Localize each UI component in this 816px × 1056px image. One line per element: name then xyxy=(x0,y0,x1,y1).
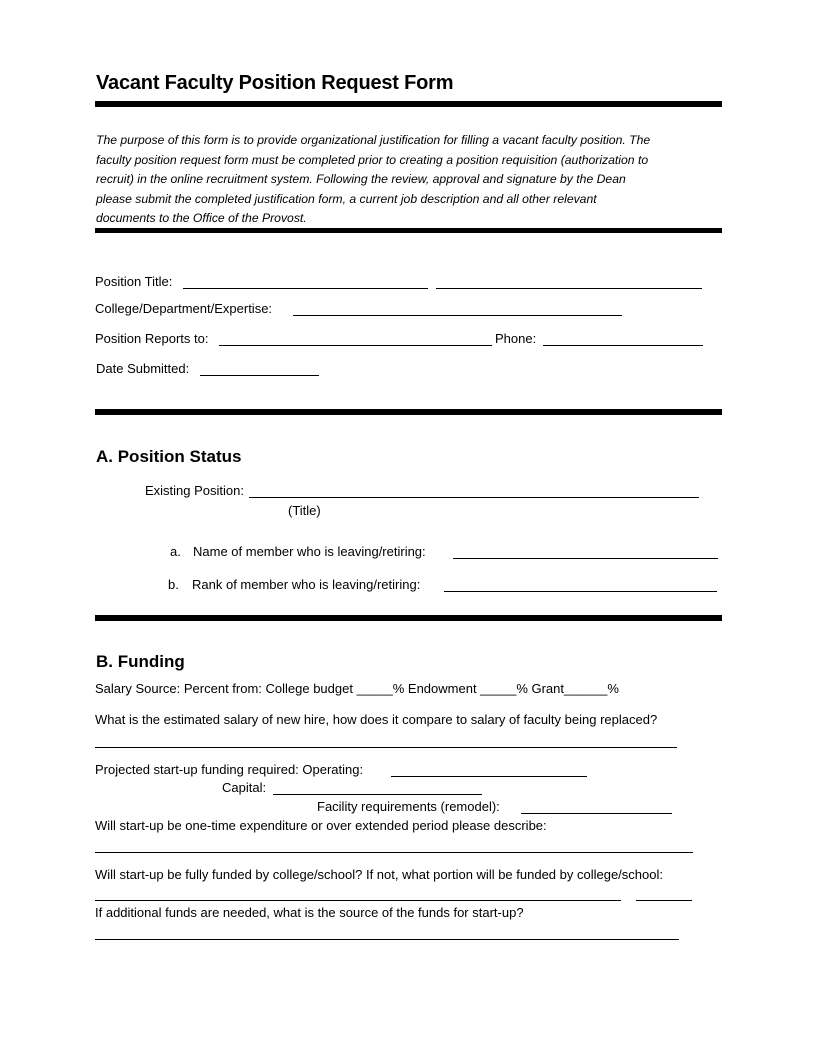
intro-line: documents to the Office of the Provost. xyxy=(96,211,307,225)
intro-line: The purpose of this form is to provide organizational justification for filling a vacant faculty position. The xyxy=(96,133,651,147)
onetime-question: Will start-up be one-time expenditure or over extended period please describe: xyxy=(95,818,547,833)
phone-label: Phone: xyxy=(495,331,537,346)
item-b-label: Rank of member who is leaving/retiring: xyxy=(192,577,421,592)
position-title-field[interactable] xyxy=(183,288,428,289)
college-dept-label: College/Department/Expertise: xyxy=(95,301,273,316)
funded-question: Will start-up be fully funded by college/school? If not, what portion will be funded by college/school: xyxy=(95,867,663,882)
intro-divider xyxy=(95,228,722,233)
intro-line: recruit) in the online recruitment system. Following the review, approval and signature by the Dean xyxy=(96,172,626,186)
salary-answer-field[interactable] xyxy=(95,747,677,748)
facility-field[interactable] xyxy=(521,813,672,814)
funded-answer-field[interactable] xyxy=(95,900,621,901)
leaving-member-name-field[interactable] xyxy=(453,558,718,559)
funded-portion-field[interactable] xyxy=(636,900,692,901)
phone-field[interactable] xyxy=(543,345,703,346)
header-divider xyxy=(95,409,722,415)
item-b-marker: b. xyxy=(168,577,179,592)
position-title-field-2[interactable] xyxy=(436,288,702,289)
reports-to-label: Position Reports to: xyxy=(95,331,209,346)
item-a-marker: a. xyxy=(170,544,181,559)
capital-label: Capital: xyxy=(222,780,267,795)
college-dept-field[interactable] xyxy=(293,315,622,316)
title-hint: (Title) xyxy=(288,503,321,518)
intro-line: faculty position request form must be completed prior to creating a position requisition (authorization to xyxy=(96,152,649,167)
capital-field[interactable] xyxy=(273,794,482,795)
title-divider xyxy=(95,101,722,107)
section-a-heading: A. Position Status xyxy=(96,447,242,466)
position-title-label: Position Title: xyxy=(95,274,173,289)
intro-line: please submit the completed justification form, a current job description and all other relevant xyxy=(96,191,597,206)
leaving-member-rank-field[interactable] xyxy=(444,591,717,592)
existing-position-field[interactable] xyxy=(249,497,699,498)
date-submitted-field[interactable] xyxy=(200,375,319,376)
salary-source-line: Salary Source: Percent from: College budget _____% Endowment _____% Grant______% xyxy=(95,681,619,696)
item-a-label: Name of member who is leaving/retiring: xyxy=(193,544,426,559)
existing-position-label: Existing Position: xyxy=(145,483,244,498)
salary-question: What is the estimated salary of new hire, how does it compare to salary of faculty being replaced? xyxy=(95,712,658,727)
additional-funds-field[interactable] xyxy=(95,939,679,940)
date-submitted-label: Date Submitted: xyxy=(96,361,190,376)
section-a-divider xyxy=(95,615,722,621)
facility-label: Facility requirements (remodel): xyxy=(317,799,500,814)
additional-funds-question: If additional funds are needed, what is the source of the funds for start-up? xyxy=(95,905,524,920)
reports-to-field[interactable] xyxy=(219,345,492,346)
operating-field[interactable] xyxy=(391,776,587,777)
projected-funding-label: Projected start-up funding required: Operating: xyxy=(95,762,364,777)
onetime-answer-field[interactable] xyxy=(95,852,693,853)
form-title: Vacant Faculty Position Request Form xyxy=(96,72,454,94)
intro-paragraph xyxy=(96,131,721,229)
section-b-heading: B. Funding xyxy=(96,652,185,671)
